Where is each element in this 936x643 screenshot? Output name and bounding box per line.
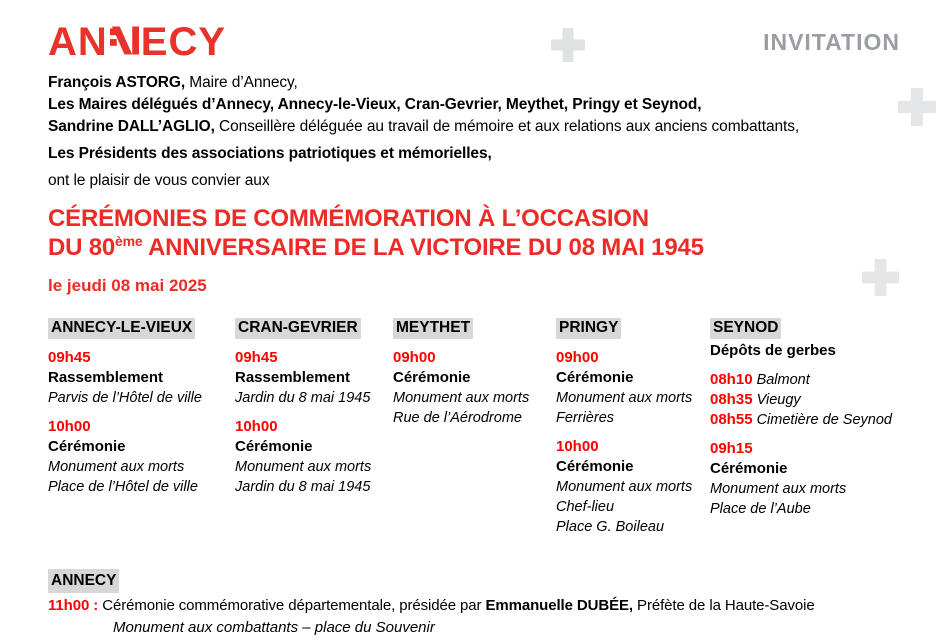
ceremony-title	[48, 204, 916, 262]
column-subtitle: Dépôts de gerbes	[710, 342, 836, 359]
column-header-row	[393, 318, 556, 339]
schedule-event	[556, 437, 710, 537]
column-header-row	[556, 318, 710, 339]
event-place: Vieugy	[752, 392, 801, 408]
ceremony-title-line1: CÉRÉMONIES DE COMMÉMORATION À L’OCCASION	[48, 205, 649, 232]
event-place-line: Ferrières	[556, 410, 615, 426]
presidents-text: Les Présidents des associations patriotiques et mémorielles,	[48, 145, 492, 162]
schedule-column	[710, 318, 916, 519]
schedule-event	[48, 348, 235, 408]
column-header: SEYNOD	[710, 318, 781, 339]
event-place-line: Monument aux morts	[235, 459, 372, 475]
event-time: 10h00	[48, 418, 91, 435]
annecy-ceremony-time: 11h00 :	[48, 597, 99, 614]
column-header-row	[235, 318, 393, 339]
event-title: Rassemblement	[48, 369, 164, 386]
event-time: 10h00	[556, 438, 599, 455]
column-header: PRINGY	[556, 318, 621, 339]
title-line2-suffix: ANNIVERSAIRE DE LA VICTOIRE DU 08 MAI 1945	[142, 234, 704, 261]
schedule-column	[393, 318, 556, 428]
schedule-column	[556, 318, 710, 537]
event-title: Cérémonie	[48, 438, 126, 455]
schedule-event	[710, 439, 916, 519]
title-ordinal-suffix: ème	[115, 233, 143, 249]
logo-text-suffix: ECY	[140, 20, 227, 64]
event-title: Cérémonie	[556, 458, 634, 475]
schedule-columns	[48, 318, 916, 537]
annecy-logo	[48, 20, 916, 64]
event-time: 08h55	[710, 411, 753, 428]
column-header-row	[710, 318, 916, 339]
event-title: Cérémonie	[235, 438, 313, 455]
schedule-event	[393, 348, 556, 428]
column-header: ANNECY-LE-VIEUX	[48, 318, 195, 339]
annecy-section-header: ANNECY	[48, 569, 119, 593]
intro-line-mayor	[48, 72, 916, 94]
invite-text: ont le plaisir de vous convier aux	[48, 172, 270, 189]
event-place: Cimetière de Seynod	[752, 412, 892, 428]
event-place-line: Place de l’Aube	[710, 501, 811, 517]
intro-block	[48, 72, 916, 192]
event-place-line: Place de l’Hôtel de ville	[48, 479, 198, 495]
event-place-line: Monument aux morts	[48, 459, 185, 475]
annecy-ceremony-desc: Cérémonie commémorative départementale, présidée par	[98, 597, 486, 614]
event-place-line: Chef-lieu	[556, 499, 615, 515]
schedule-column	[48, 318, 235, 497]
schedule-event	[235, 348, 393, 408]
schedule-event	[556, 348, 710, 428]
logo-text-prefix: AN	[48, 20, 108, 64]
annecy-logo-stylized-n-icon	[110, 26, 139, 55]
event-time: 09h45	[48, 349, 91, 366]
prefect-name: Emmanuelle DUBÉE,	[485, 597, 633, 614]
event-time: 10h00	[235, 418, 278, 435]
councillor-name: Sandrine DALL’AGLIO,	[48, 118, 215, 135]
event-place-line: Jardin du 8 mai 1945	[235, 390, 371, 406]
prefect-title: Préfète de la Haute-Savoie	[632, 597, 815, 614]
delegate-mayors-text: Les Maires délégués d’Annecy, Annecy-le-Vieux, Cran-Gevrier, Meythet, Pringy et Seynod,	[48, 96, 702, 113]
intro-line-presidents	[48, 143, 916, 165]
column-header-row	[48, 318, 235, 339]
event-time: 08h10	[710, 371, 753, 388]
event-time: 09h45	[235, 349, 278, 366]
event-title: Cérémonie	[710, 460, 788, 477]
schedule-event	[710, 370, 916, 390]
schedule-event	[235, 417, 393, 497]
event-place-line: Monument aux morts	[556, 390, 693, 406]
event-time: 09h00	[556, 349, 599, 366]
schedule-event	[710, 410, 916, 430]
intro-line-delegate-mayors	[48, 94, 916, 116]
event-place-line: Monument aux morts	[710, 481, 847, 497]
event-date: le jeudi 08 mai 2025	[48, 276, 207, 295]
column-header: CRAN-GEVRIER	[235, 318, 361, 339]
mayor-title: Maire d’Annecy,	[185, 74, 298, 91]
event-place-line: Place G. Boileau	[556, 519, 665, 535]
event-time: 09h15	[710, 440, 753, 457]
event-place: Balmont	[752, 372, 810, 388]
intro-line-invite	[48, 170, 916, 192]
event-place-line: Monument aux morts	[556, 479, 693, 495]
event-place-line: Parvis de l’Hôtel de ville	[48, 390, 202, 406]
event-place-line: Monument aux morts	[393, 390, 530, 406]
event-title: Rassemblement	[235, 369, 351, 386]
event-time: 08h35	[710, 391, 753, 408]
event-place-line: Rue de l’Aérodrome	[393, 410, 522, 426]
event-title: Cérémonie	[556, 369, 634, 386]
schedule-column	[235, 318, 393, 497]
column-header: MEYTHET	[393, 318, 473, 339]
annecy-ceremony-place: Monument aux combattants – place du Souvenir	[113, 619, 435, 636]
intro-line-councillor	[48, 116, 916, 138]
schedule-event	[48, 417, 235, 497]
ceremony-title-line2	[48, 233, 916, 262]
annecy-section	[48, 569, 916, 638]
event-place-line: Jardin du 8 mai 1945	[235, 479, 371, 495]
invitation-label: INVITATION	[763, 29, 900, 55]
schedule-event	[710, 390, 916, 410]
annecy-ceremony-line	[48, 595, 916, 616]
mayor-name: François ASTORG,	[48, 74, 186, 91]
title-line2-prefix: DU 80	[48, 234, 116, 261]
event-time: 09h00	[393, 349, 436, 366]
councillor-title: Conseillère déléguée au travail de mémoire et aux relations aux anciens combattants,	[214, 118, 800, 135]
event-title: Cérémonie	[393, 369, 471, 386]
